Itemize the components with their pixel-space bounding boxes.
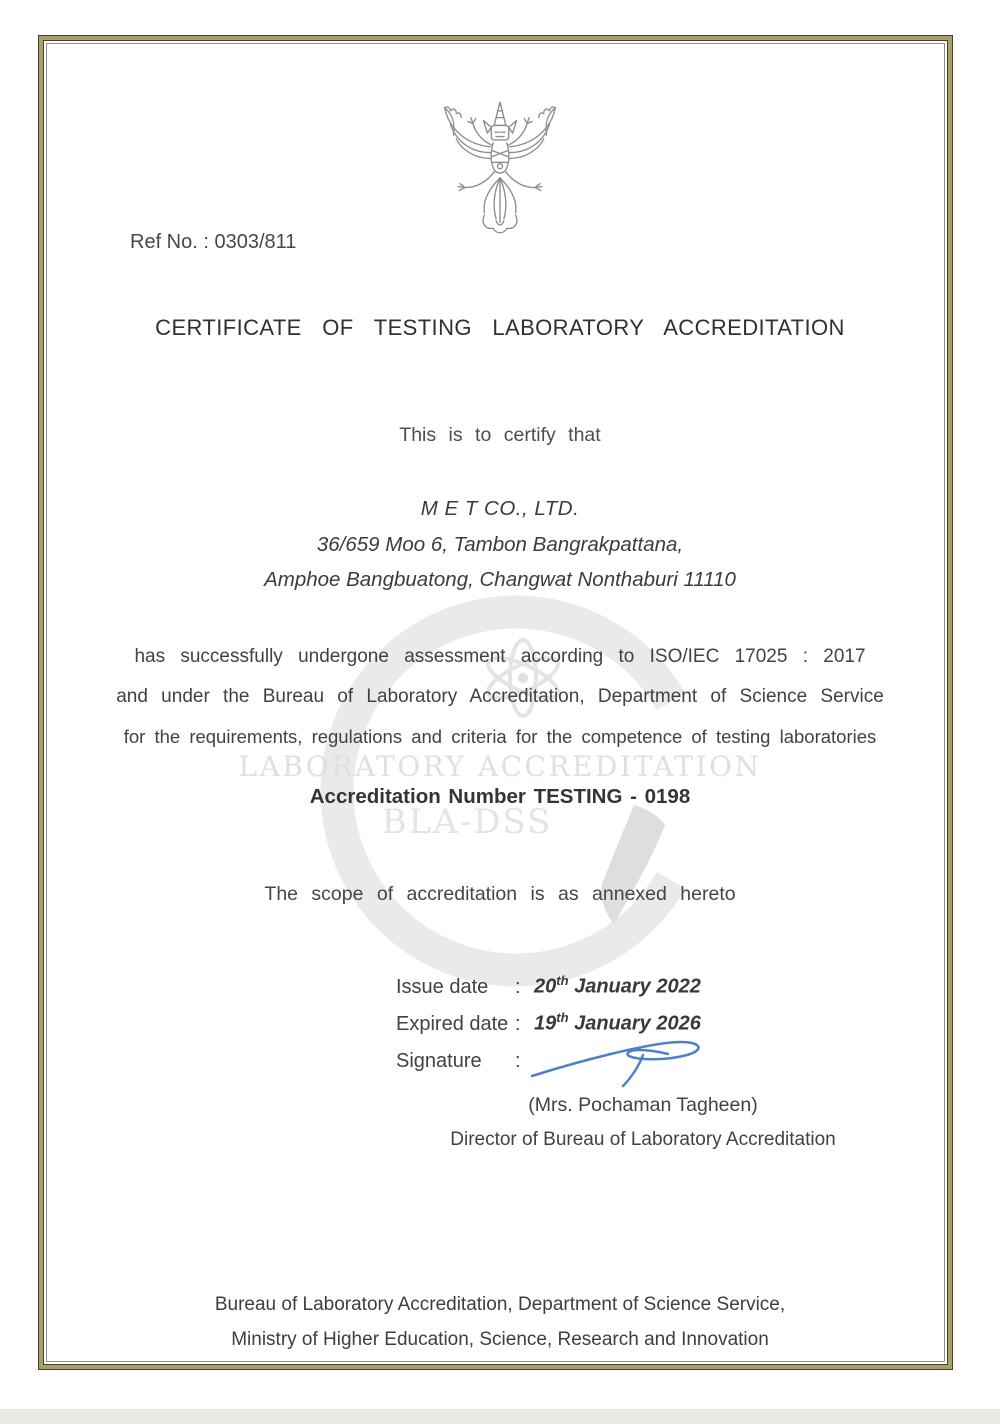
company-address-line1: 36/659 Moo 6, Tambon Bangrakpattana, [316,533,684,556]
issue-ordinal: th [556,973,569,988]
certify-line: This is to certify that [399,424,601,446]
scan-edge-strip [0,1409,1000,1424]
footer-line1: Bureau of Laboratory Accreditation, Department of Science Service, [214,1294,786,1315]
body-line2: and under the Bureau of Laboratory Accreditation, Department of Science Service [116,686,884,707]
watermark-text-bla-dss: BLA-DSS [381,802,553,842]
watermark-text-laboratory-accreditation: LABORATORY ACCREDITATION [238,750,762,783]
footer-line2: Ministry of Higher Education, Science, Research and Innovation [231,1329,769,1350]
accreditation-number: Accreditation Number TESTING - 0198 [309,785,691,808]
signatory-title: Director of Bureau of Laboratory Accreditation [450,1129,836,1150]
signature-scribble [528,1033,720,1089]
issue-rest: January 2022 [568,975,701,998]
company-name: M E T CO., LTD. [420,497,580,520]
expired-date-value [534,1010,701,1036]
issue-date-label: Issue date [396,976,489,998]
issue-date-colon: : [515,976,521,998]
signature-colon: : [515,1050,521,1072]
signature-label: Signature [396,1050,482,1072]
signatory-name: (Mrs. Pochaman Tagheen) [528,1094,758,1116]
company-address-line2: Amphoe Bangbuatong, Changwat Nonthaburi 11110 [264,568,736,591]
body-line3: for the requirements, regulations and criteria for the competence of testing laboratories [123,726,877,747]
ref-number: Ref No. : 0303/811 [130,231,297,253]
certificate-title: CERTIFICATE OF TESTING LABORATORY ACCREDITATION [155,315,845,340]
issue-date-value [534,973,701,999]
expired-ordinal: th [556,1010,569,1025]
expired-date-colon: : [515,1013,521,1035]
body-line1: has successfully undergone assessment according to ISO/IEC 17025 : 2017 [134,646,866,667]
issue-day: 20 [534,975,557,998]
scope-line: The scope of accreditation is as annexed hereto [264,883,736,905]
expired-date-label: Expired date [396,1013,509,1035]
garuda-emblem-icon [432,99,568,247]
expired-rest: January 2026 [568,1012,701,1035]
expired-day: 19 [534,1012,557,1035]
